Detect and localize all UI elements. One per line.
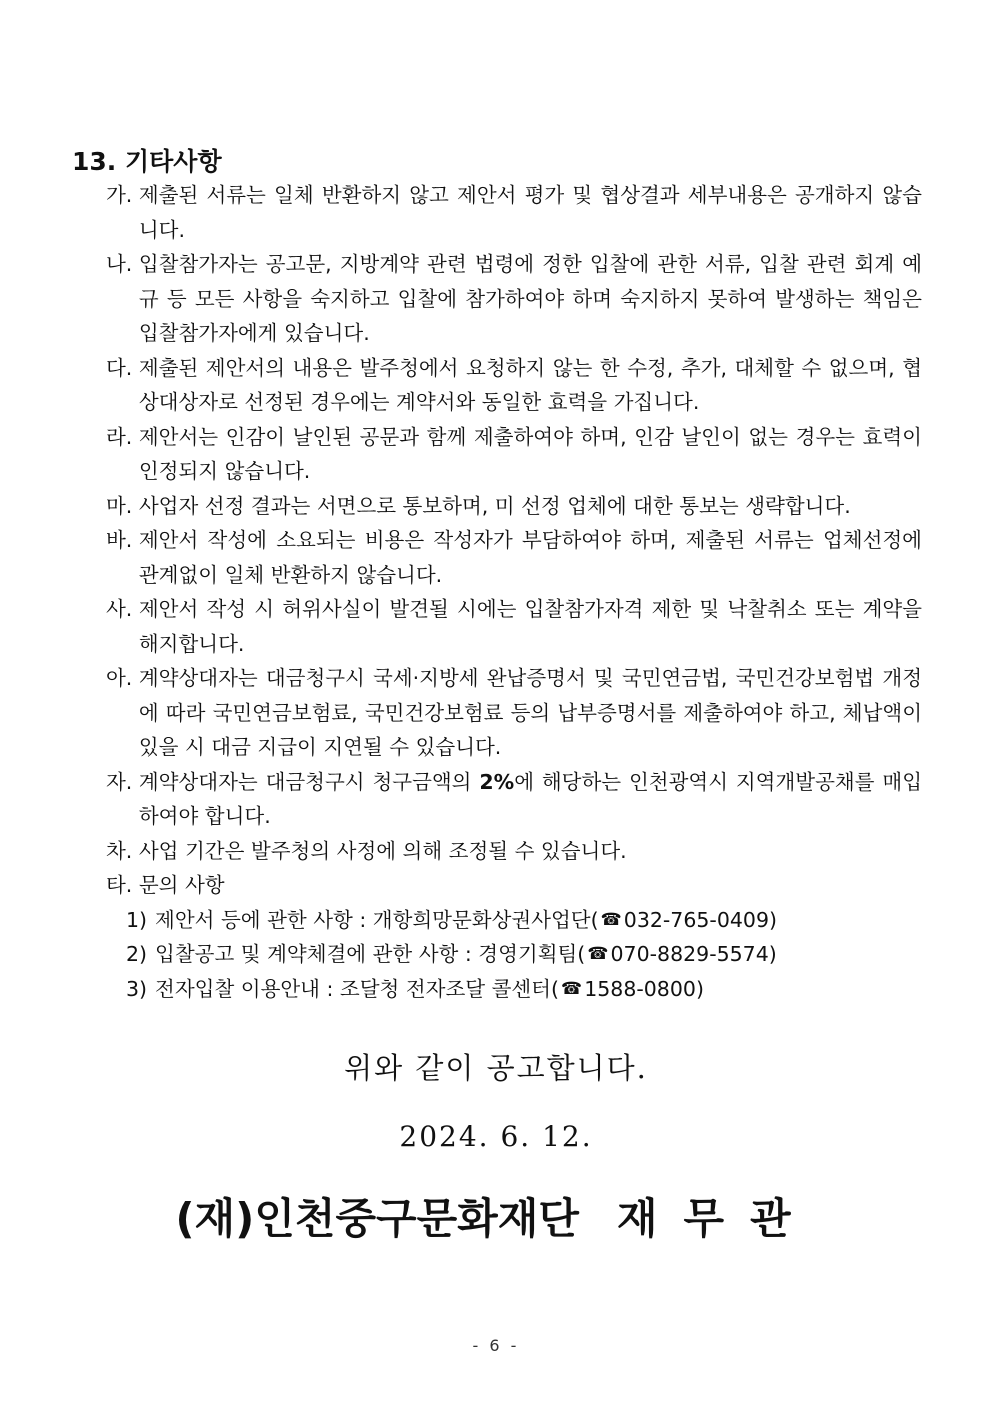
item-marker: 마. — [106, 493, 133, 518]
contact-label: 입찰공고 및 계약체결에 관한 사항 : 경영기획팀( — [155, 942, 586, 966]
item-marker: 차. — [106, 838, 133, 863]
contact-item — [126, 903, 922, 938]
item-text-part: 계약상대자는 대금청구시 청구금액의 — [138, 769, 480, 794]
list-item — [106, 834, 922, 869]
contact-phone: 032-765-0409 — [623, 907, 770, 932]
contact-item — [126, 972, 922, 1007]
section-title: 13. 기타사항 — [72, 147, 222, 176]
list-item — [106, 765, 922, 834]
item-text: 제안서 작성에 소요되는 비용은 작성자가 부담하여야 하며, 제출된 서류는 업체선정에 관계없이 일체 반환하지 않습니다. — [138, 528, 922, 587]
notice-list — [106, 178, 922, 1006]
item-text: 계약상대자는 대금청구시 국세·지방세 완납증명서 및 국민연금법, 국민건강보험법 개정에 따라 국민연금보험료, 국민건강보험료 등의 납부증명서를 제출하여야 하고, 체납액이 있을 시 대금 지급이 지연될 수 있습니다. — [138, 666, 922, 759]
announcement-date: 2024. 6. 12. — [399, 1120, 593, 1153]
item-marker: 타. — [106, 873, 133, 897]
item-text-part: 에 해당하는 인천광역시 지역개발공채를 매입하여야 합니다. — [138, 769, 922, 828]
list-item — [106, 489, 922, 524]
item-text: 문의 사항 — [138, 873, 225, 897]
item-text: 사업 기간은 발주청의 사정에 의해 조정될 수 있습니다. — [138, 838, 627, 863]
contact-close: ) — [769, 907, 778, 932]
announcement-statement: 위와 같이 공고합니다. — [344, 1051, 648, 1085]
item-marker: 아. — [106, 666, 133, 690]
list-item — [106, 247, 922, 351]
telephone-icon: ☎ — [587, 944, 609, 964]
item-text: 제안서는 인감이 날인된 공문과 함께 제출하여야 하며, 인감 날인이 없는 경우는 효력이 인정되지 않습니다. — [138, 424, 922, 483]
item-marker: 나. — [106, 252, 133, 276]
item-marker: 다. — [106, 355, 133, 380]
bond-percentage: 2% — [479, 769, 515, 794]
item-marker: 라. — [106, 424, 133, 449]
contact-number: 2) — [126, 942, 148, 966]
signatory-title: 재무관 — [616, 1194, 817, 1243]
item-text: 제출된 제안서의 내용은 발주청에서 요청하지 않는 한 수정, 추가, 대체할 수 없으며, 협상대상자로 선정된 경우에는 계약서와 동일한 효력을 가집니다. — [138, 355, 922, 414]
list-item — [106, 178, 922, 247]
contact-label: 제안서 등에 관한 사항 : 개항희망문화상권사업단( — [155, 907, 599, 932]
contact-number: 3) — [126, 976, 148, 1001]
page-number: - 6 - — [472, 1336, 520, 1355]
item-marker: 바. — [106, 528, 133, 552]
item-text: 제출된 서류는 일체 반환하지 않고 제안서 평가 및 협상결과 세부내용은 공개하지 않습니다. — [138, 183, 922, 242]
list-item — [106, 420, 922, 489]
item-text: 사업자 선정 결과는 서면으로 통보하며, 미 선정 업체에 대한 통보는 생략합니다. — [138, 493, 851, 518]
telephone-icon: ☎ — [600, 909, 622, 930]
contact-phone: 1588-0800 — [584, 976, 696, 1001]
contact-item — [126, 937, 922, 972]
contact-close: ) — [768, 942, 777, 966]
organization-name: (재)인천중구문화재단 — [175, 1194, 579, 1243]
item-text: 제안서 작성 시 허위사실이 발견될 시에는 입찰참가자격 제한 및 낙찰취소 또는 계약을 해지합니다. — [138, 597, 922, 656]
item-text — [139, 765, 922, 834]
contact-number: 1) — [126, 907, 148, 932]
contact-list — [106, 903, 922, 1007]
issuer-signature-line — [0, 1186, 992, 1246]
list-item — [106, 592, 922, 661]
list-item — [106, 868, 922, 903]
list-item — [106, 523, 922, 592]
contact-close: ) — [695, 976, 704, 1001]
item-text: 입찰참가자는 공고문, 지방계약 관련 법령에 정한 입찰에 관한 서류, 입찰 관련 회계 예규 등 모든 사항을 숙지하고 입찰에 참가하여야 하며 숙지하지 못하여 발생하는 책임은 입찰참가자에게 있습니다. — [138, 252, 922, 345]
item-marker: 가. — [106, 183, 133, 207]
item-marker: 사. — [106, 597, 133, 621]
telephone-icon: ☎ — [561, 978, 583, 999]
list-item — [106, 661, 922, 765]
contact-label: 전자입찰 이용안내 : 조달청 전자조달 콜센터( — [155, 976, 559, 1001]
item-marker: 자. — [106, 769, 133, 794]
list-item — [106, 351, 922, 420]
contact-phone: 070-8829-5574 — [610, 942, 769, 966]
